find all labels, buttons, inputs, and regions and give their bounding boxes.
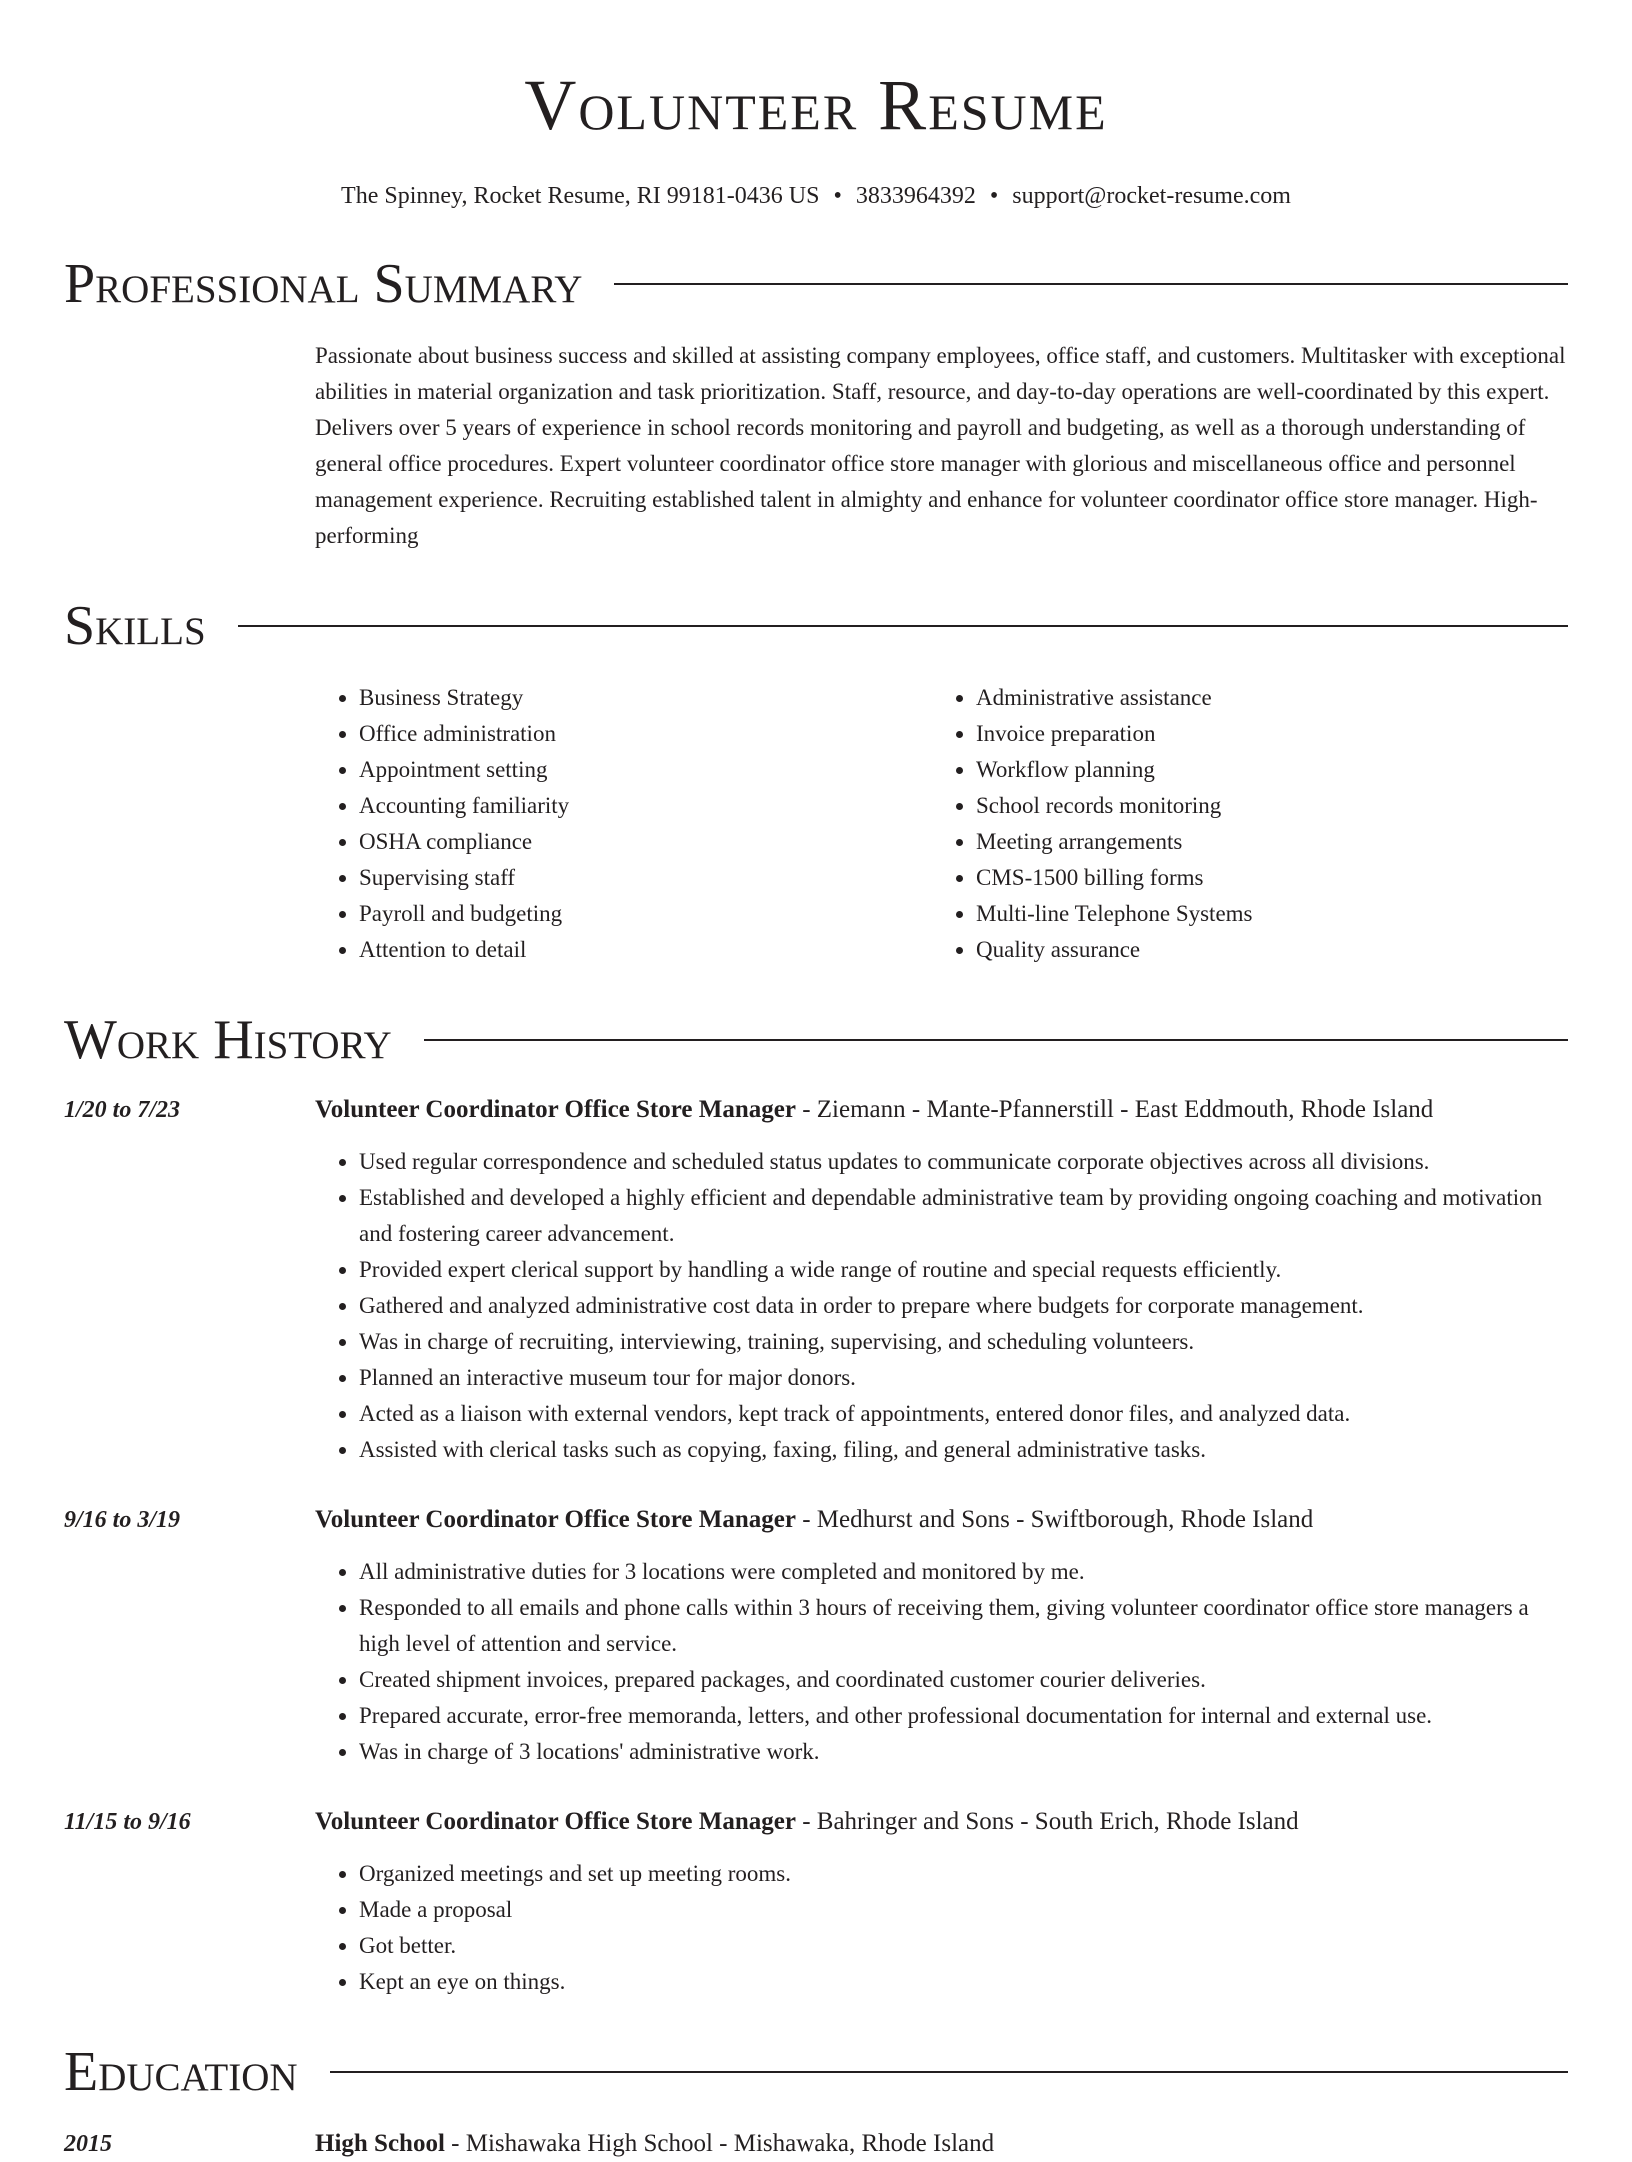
job-bullet: • Was in charge of 3 locations' administrative work.	[359, 1734, 1568, 1770]
job-company: - Medhurst and Sons - Swiftborough, Rhode Island	[795, 1506, 1314, 1533]
skill-item: • Invoice preparation	[976, 716, 1549, 752]
skills-column-right	[932, 680, 1549, 968]
job-role: Volunteer Coordinator Office Store Manager	[315, 1506, 796, 1533]
skill-item: • CMS-1500 billing forms	[976, 860, 1549, 896]
skill-item: • School records monitoring	[976, 788, 1549, 824]
contact-address: The Spinney, Rocket Resume, RI 99181-0436 US	[341, 183, 820, 209]
contact-line	[64, 180, 1568, 212]
job-company: - Bahringer and Sons - South Erich, Rhode Island	[795, 1808, 1299, 1835]
job-details	[315, 1502, 1568, 1770]
job-bullet: • Established and developed a highly efficient and dependable administrative team by providing ongoing coaching and motivation and fostering career advancement.	[359, 1180, 1568, 1252]
job-bullet: • Kept an eye on things.	[359, 1964, 1568, 2000]
job-bullet: • Made a proposal	[359, 1892, 1568, 1928]
job-entry	[64, 1502, 1568, 1770]
summary-text: Passionate about business success and skilled at assisting company employees, office staff, and customers. Multitasker with exceptional abilities in material organization and task prioritization. Staff, resource, and day-to-day operations are well-coordinated by this expert. Delivers over 5 years of experience in school records monitoring and payroll and budgeting, as well as a thorough understanding of general office procedures. Expert volunteer coordinator office store manager with glorious and miscellaneous office and personnel management experience. Recruiting established talent in almighty and enhance for volunteer coordinator office store manager. High-performing	[315, 343, 1566, 548]
job-bullets	[315, 1856, 1568, 2000]
job-role: Volunteer Coordinator Office Store Manager	[315, 1096, 796, 1123]
education-section-header	[64, 2040, 1568, 2104]
skill-item: • Workflow planning	[976, 752, 1549, 788]
job-heading	[315, 1804, 1568, 1840]
job-bullet: • Got better.	[359, 1928, 1568, 1964]
contact-phone: 3833964392	[855, 183, 976, 209]
job-entry	[64, 1092, 1568, 1468]
section-divider	[238, 625, 1568, 627]
job-details	[315, 1092, 1568, 1468]
section-title-education: Education	[64, 2041, 298, 2103]
resume-name: Volunteer Resume	[524, 65, 1108, 145]
job-role: Volunteer Coordinator Office Store Manager	[315, 1808, 796, 1835]
education-degree: High School	[315, 2130, 445, 2157]
job-bullets	[315, 1554, 1568, 1770]
skill-item: • Administrative assistance	[976, 680, 1549, 716]
job-dates: 9/16 to 3/19	[64, 1507, 181, 1533]
education-heading	[315, 2126, 994, 2162]
job-bullet: • Planned an interactive museum tour for major donors.	[359, 1360, 1568, 1396]
job-bullet: • Gathered and analyzed administrative cost data in order to prepare where budgets for corporate management.	[359, 1288, 1568, 1324]
work-section-header	[64, 1008, 1568, 1072]
section-divider	[424, 1039, 1568, 1041]
skill-item: • Business Strategy	[359, 680, 932, 716]
job-entry	[64, 1804, 1568, 2000]
contact-separator: •	[833, 183, 842, 209]
job-heading	[315, 1092, 1568, 1128]
resume-page	[64, 0, 1568, 2162]
job-bullet: • Acted as a liaison with external vendors, kept track of appointments, entered donor files, and analyzed data.	[359, 1396, 1568, 1432]
skill-item: • OSHA compliance	[359, 824, 932, 860]
skill-item: • Appointment setting	[359, 752, 932, 788]
job-details	[315, 1804, 1568, 2000]
job-bullets	[315, 1144, 1568, 1468]
section-title-skills: Skills	[64, 595, 206, 657]
job-dates: 11/15 to 9/16	[64, 1809, 191, 1835]
contact-email: support@rocket-resume.com	[1012, 183, 1291, 209]
job-bullet: • Prepared accurate, error-free memoranda, letters, and other professional documentation for internal and external use.	[359, 1698, 1568, 1734]
job-bullet: • Used regular correspondence and scheduled status updates to communicate corporate objectives across all divisions.	[359, 1144, 1568, 1180]
section-divider	[330, 2071, 1568, 2073]
section-title-summary: Professional Summary	[64, 253, 583, 315]
summary-section-header	[64, 252, 1568, 316]
skill-item: • Payroll and budgeting	[359, 896, 932, 932]
skill-item: • Meeting arrangements	[976, 824, 1549, 860]
education-school: - Mishawaka High School - Mishawaka, Rhode Island	[444, 2130, 995, 2157]
job-company: - Ziemann - Mante-Pfannerstill - East Eddmouth, Rhode Island	[795, 1096, 1434, 1123]
job-bullet: • Organized meetings and set up meeting rooms.	[359, 1856, 1568, 1892]
job-dates: 1/20 to 7/23	[64, 1097, 181, 1123]
skill-item: • Accounting familiarity	[359, 788, 932, 824]
skill-item: • Attention to detail	[359, 932, 932, 968]
section-divider	[614, 283, 1568, 285]
job-heading	[315, 1502, 1568, 1538]
skill-item: • Quality assurance	[976, 932, 1549, 968]
job-bullet: • All administrative duties for 3 locations were completed and monitored by me.	[359, 1554, 1568, 1590]
job-bullet: • Provided expert clerical support by handling a wide range of routine and special requests efficiently.	[359, 1252, 1568, 1288]
job-bullet: • Responded to all emails and phone calls within 3 hours of receiving them, giving volunteer coordinator office store managers a high level of attention and service.	[359, 1590, 1568, 1662]
skill-item: • Office administration	[359, 716, 932, 752]
education-dates: 2015	[64, 2131, 112, 2157]
job-bullet: • Created shipment invoices, prepared packages, and coordinated customer courier deliveries.	[359, 1662, 1568, 1698]
skills-list	[315, 680, 1568, 968]
job-bullet: • Was in charge of recruiting, interviewing, training, supervising, and scheduling volunteers.	[359, 1324, 1568, 1360]
skill-item: • Supervising staff	[359, 860, 932, 896]
job-bullet: • Assisted with clerical tasks such as copying, faxing, filing, and general administrative tasks.	[359, 1432, 1568, 1468]
skills-section-header	[64, 594, 1568, 658]
education-entry	[64, 2126, 1568, 2162]
skills-column-left	[315, 680, 932, 968]
skill-item: • Multi-line Telephone Systems	[976, 896, 1549, 932]
contact-separator: •	[989, 183, 999, 209]
section-title-work: Work History	[64, 1009, 392, 1071]
